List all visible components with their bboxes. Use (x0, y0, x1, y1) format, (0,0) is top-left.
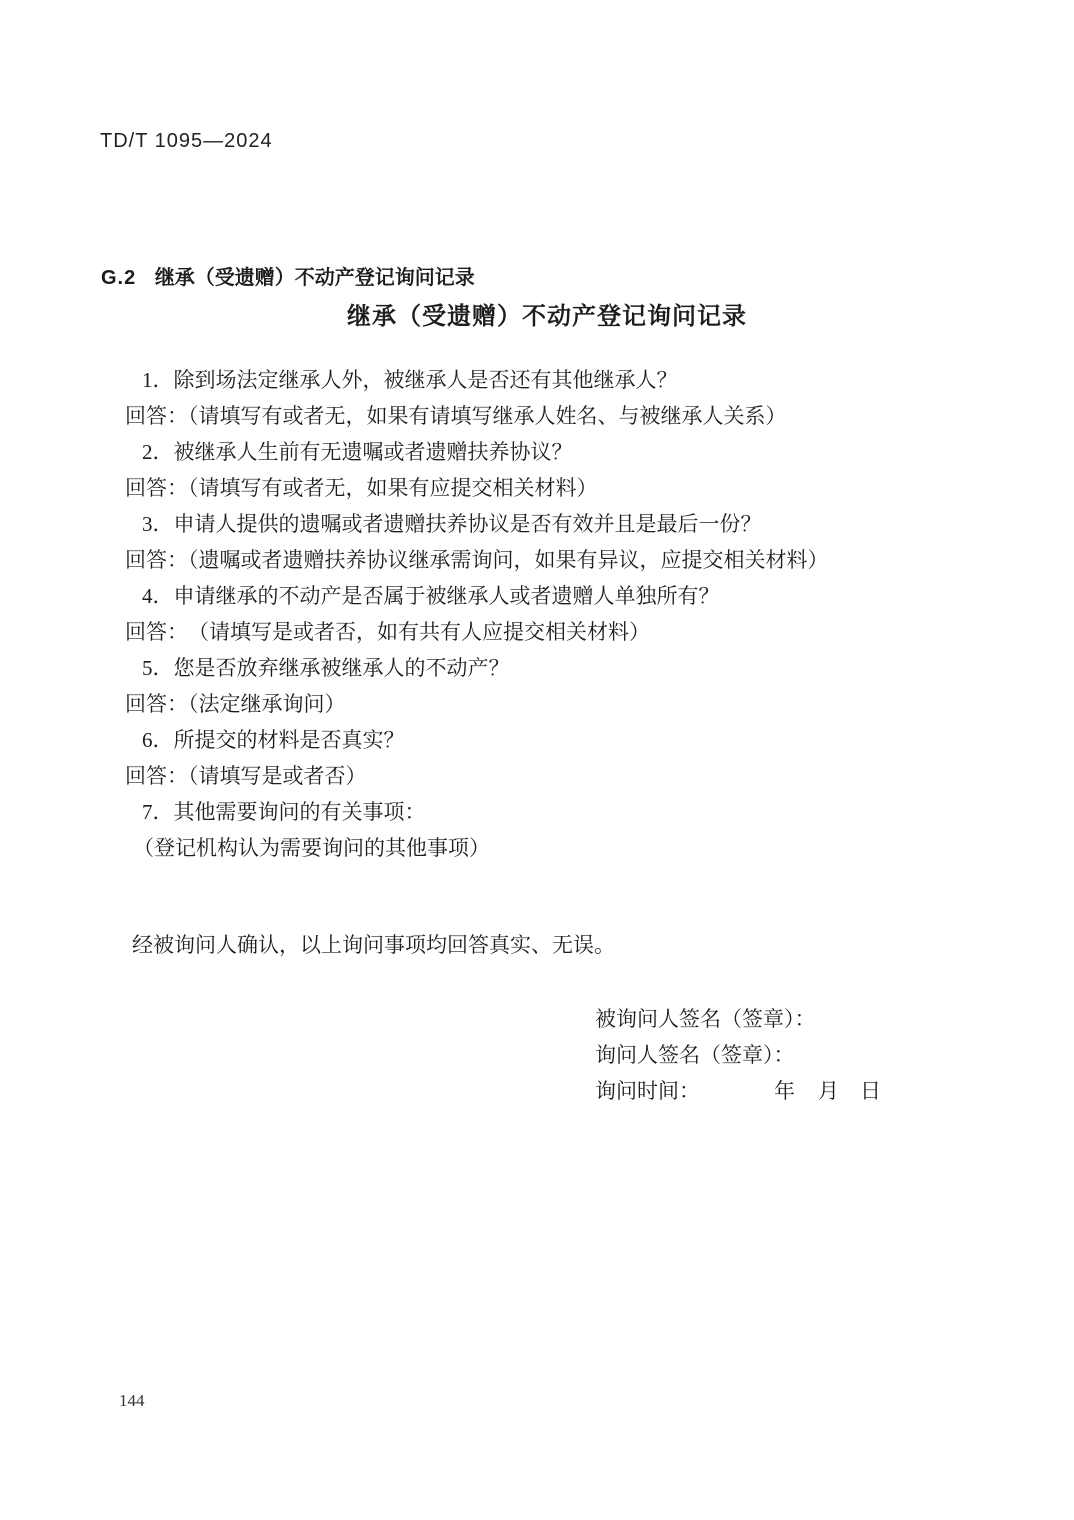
question-1: 1．除到场法定继承人外，被继承人是否还有其他继承人？ (142, 368, 678, 392)
section-title: 继承（受遗赠）不动产登记询问记录 (154, 267, 475, 289)
question-5: 5．您是否放弃继承被继承人的不动产？ (142, 656, 510, 680)
answer-1: 回答：（请填写有或者无，如果有请填写继承人姓名、与被继承人关系） (125, 404, 787, 428)
section-number: G.2 (101, 267, 137, 289)
interviewee-signature-label: 被询问人签名（签章）： (595, 1007, 816, 1031)
standard-code: TD/T 1095—2024 (100, 130, 273, 152)
day-label: 日 (860, 1079, 881, 1103)
answer-7-note: （登记机构认为需要询问的其他事项） (133, 836, 490, 860)
answer-5: 回答：（法定继承询问） (125, 692, 346, 716)
question-3: 3．申请人提供的遗嘱或者遗赠扶养协议是否有效并且是最后一份？ (142, 512, 762, 536)
interviewer-signature-label: 询问人签名（签章）： (595, 1043, 795, 1067)
question-7: 7．其他需要询问的有关事项： (142, 800, 426, 824)
inquiry-time-line (595, 1073, 881, 1109)
question-2: 2．被继承人生前有无遗嘱或者遗赠扶养协议？ (142, 440, 573, 464)
question-6: 6．所提交的材料是否真实？ (142, 728, 405, 752)
question-4: 4．申请继承的不动产是否属于被继承人或者遗赠人单独所有？ (142, 584, 720, 608)
inquiry-time-label: 询问时间： (595, 1079, 700, 1103)
answer-6: 回答：（请填写是或者否） (125, 764, 367, 788)
year-label: 年 (774, 1079, 795, 1103)
page-number: 144 (119, 1391, 145, 1410)
form-title: 继承（受遗赠）不动产登记询问记录 (347, 303, 747, 330)
answer-4: 回答： （请填写是或者否，如有共有人应提交相关材料） (125, 620, 650, 644)
answer-3: 回答：（遗嘱或者遗赠扶养协议继承需询问，如果有异议，应提交相关材料） (125, 548, 829, 572)
month-label: 月 (818, 1079, 839, 1103)
question-answer-list (125, 362, 885, 866)
section-heading (101, 261, 475, 290)
confirmation-statement: 经被询问人确认，以上询问事项均回答真实、无误。 (132, 933, 615, 957)
signature-block (595, 1001, 881, 1109)
answer-2: 回答：（请填写有或者无，如果有应提交相关材料） (125, 476, 598, 500)
